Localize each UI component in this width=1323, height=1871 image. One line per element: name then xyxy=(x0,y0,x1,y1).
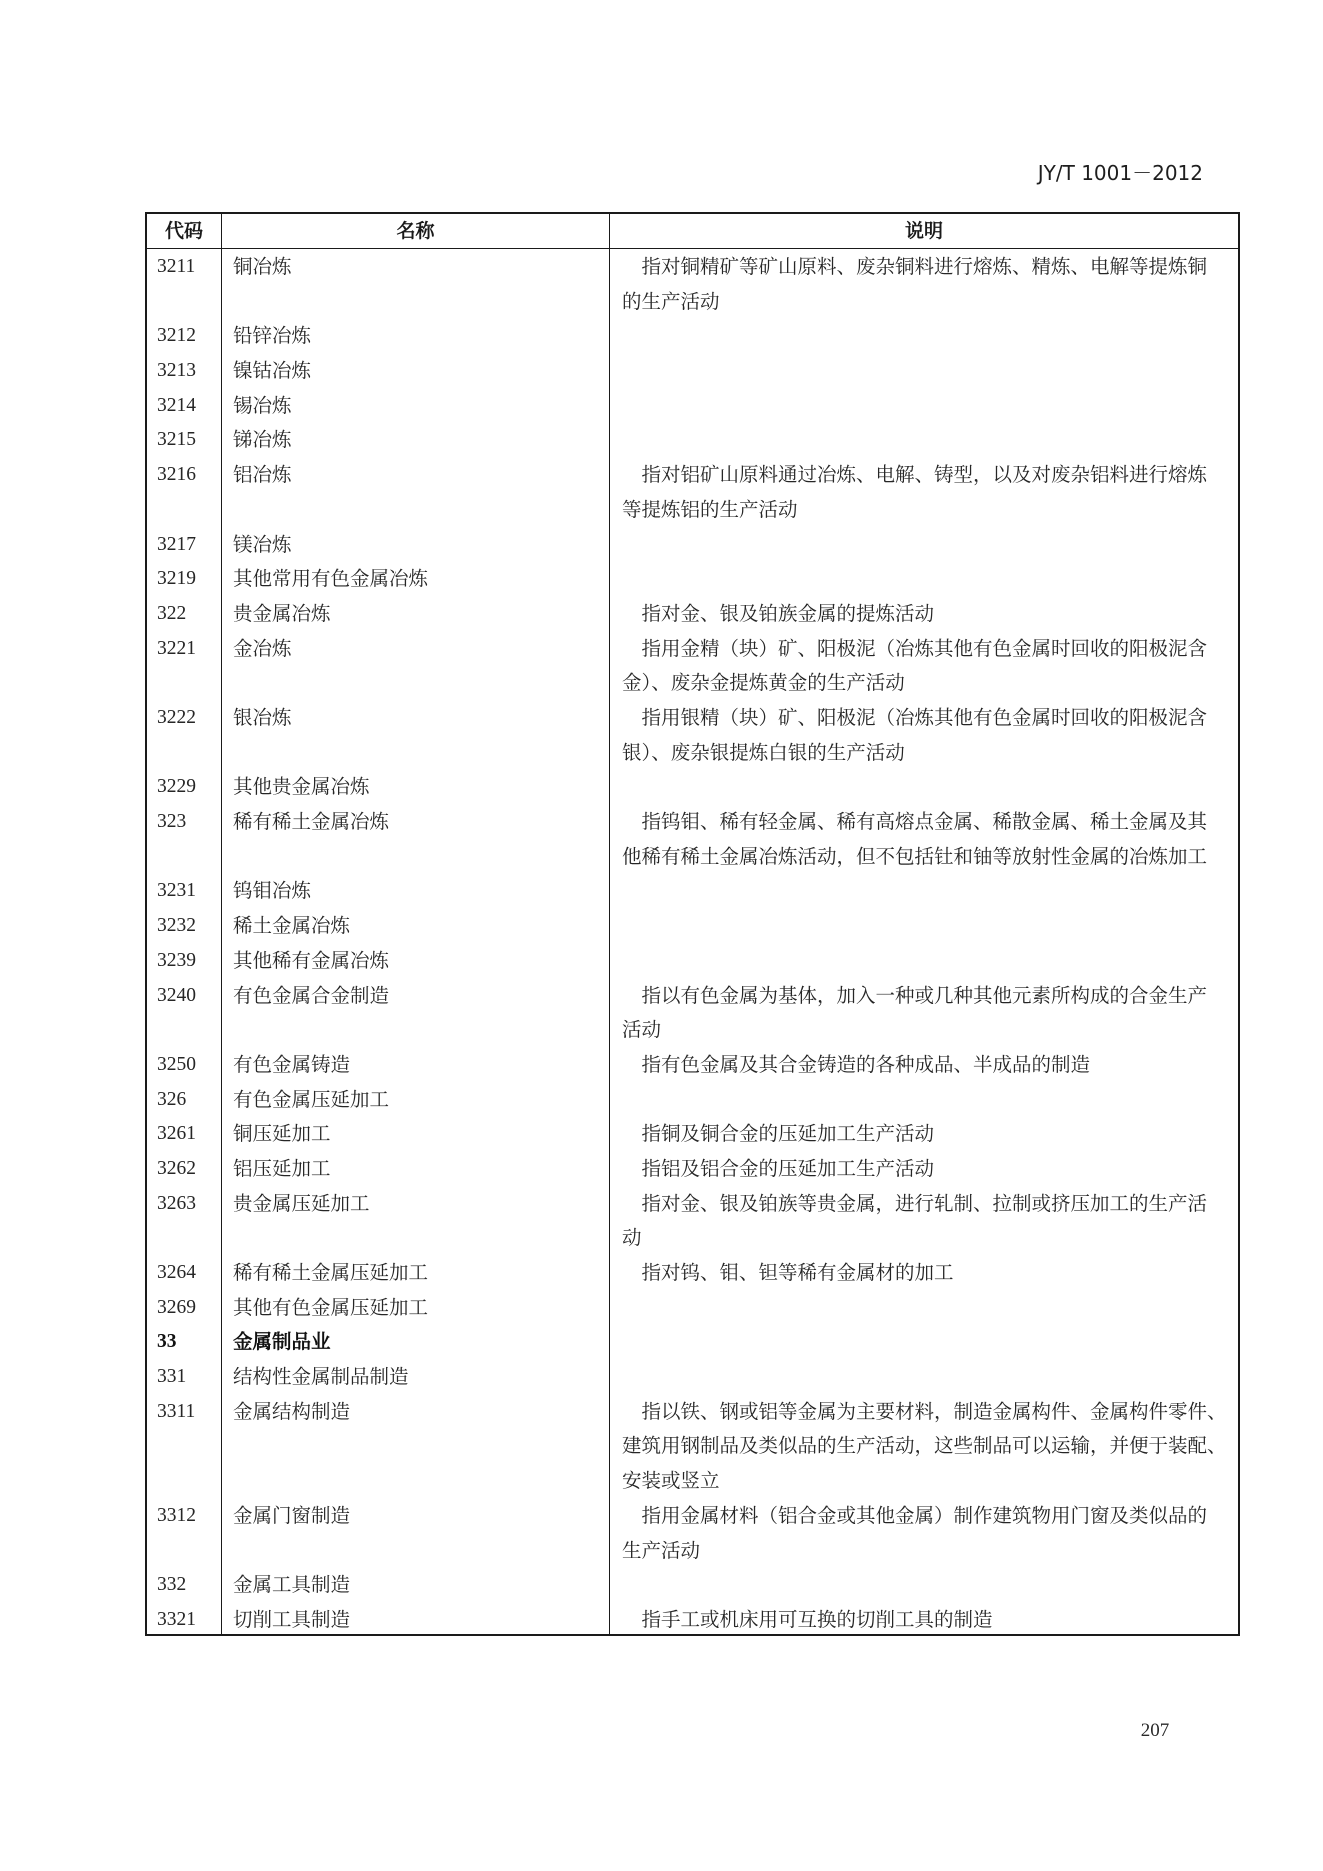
row-code: 33 xyxy=(157,1331,177,1353)
table-row xyxy=(147,423,1238,458)
description-line: 等提炼铝的生产活动 xyxy=(622,497,798,521)
description-line: 指对铜精矿等矿山原料、废杂铜料进行熔炼、精炼、电解等提炼铜 xyxy=(641,255,1208,278)
table-row xyxy=(147,1360,1238,1395)
description-line: 指手工或机床用可互换的切削工具的制造 xyxy=(641,1607,993,1631)
description-line: 金）、废杂金提炼黄金的生产活动 xyxy=(622,671,905,695)
row-code: 3263 xyxy=(157,1192,196,1214)
table-row xyxy=(147,1325,1238,1360)
table-row xyxy=(147,1117,1238,1152)
row-description xyxy=(622,1187,1234,1256)
row-name: 稀有稀土金属冶炼 xyxy=(233,810,390,834)
row-code: 3239 xyxy=(157,949,196,971)
row-name: 锑冶炼 xyxy=(233,428,292,452)
row-code: 3262 xyxy=(157,1157,196,1179)
table-row xyxy=(147,1152,1238,1187)
row-description xyxy=(622,1256,1234,1291)
table-row xyxy=(147,1048,1238,1083)
table-body xyxy=(147,250,1238,1638)
row-description xyxy=(622,701,1234,770)
row-name: 金属工具制造 xyxy=(233,1573,351,1597)
row-code: 3214 xyxy=(157,394,196,416)
page-number: 207 xyxy=(1140,1720,1170,1741)
table-row xyxy=(147,250,1238,319)
row-name: 锡冶炼 xyxy=(233,393,292,417)
row-code: 3264 xyxy=(157,1262,196,1284)
row-name: 其他常用有色金属冶炼 xyxy=(233,567,429,591)
description-line: 活动 xyxy=(622,1018,662,1042)
row-code: 3250 xyxy=(157,1053,196,1075)
description-line: 动 xyxy=(622,1226,642,1250)
row-code: 323 xyxy=(157,811,187,833)
row-name: 有色金属铸造 xyxy=(233,1052,351,1076)
row-code: 3229 xyxy=(157,776,196,798)
table-row xyxy=(147,458,1238,527)
table-row xyxy=(147,1256,1238,1291)
row-name: 金属门窗制造 xyxy=(233,1503,351,1527)
description-line: 指对金、银及铂族金属的提炼活动 xyxy=(641,601,935,625)
row-description xyxy=(622,979,1234,1048)
table-row xyxy=(147,909,1238,944)
row-name: 银冶炼 xyxy=(233,705,292,729)
table-row xyxy=(147,597,1238,632)
table-header-row xyxy=(147,214,1238,249)
row-name: 有色金属压延加工 xyxy=(233,1087,390,1111)
row-name: 铝压延加工 xyxy=(233,1156,331,1180)
description-line: 他稀有稀土金属冶炼活动，但不包括钍和铀等放射性金属的冶炼加工 xyxy=(622,844,1208,868)
document-standard-number: JY/T 1001－2012 xyxy=(1037,161,1203,185)
description-line: 指钨钼、稀有轻金属、稀有高熔点金属、稀散金属、稀土金属及其 xyxy=(641,810,1208,834)
row-name: 结构性金属制品制造 xyxy=(233,1365,409,1389)
row-code: 3311 xyxy=(157,1400,196,1422)
industry-classification-table xyxy=(145,212,1240,1636)
table-row xyxy=(147,1603,1238,1638)
row-description xyxy=(622,250,1234,319)
row-name: 其他稀有金属冶炼 xyxy=(233,948,390,972)
row-code: 3321 xyxy=(157,1608,196,1630)
description-line: 指用银精（块）矿、阳极泥（冶炼其他有色金属时回收的阳极泥含 xyxy=(641,705,1208,729)
description-line: 指以铁、钢或铝等金属为主要材料，制造金属构件、金属构件零件、 xyxy=(641,1399,1227,1423)
row-name: 切削工具制造 xyxy=(233,1607,351,1631)
description-line: 指对铝矿山原料通过冶炼、电解、铸型，以及对废杂铝料进行熔炼 xyxy=(641,463,1208,487)
table-row xyxy=(147,528,1238,563)
row-description xyxy=(622,1152,1234,1187)
row-description xyxy=(622,1499,1234,1568)
row-name: 其他有色金属压延加工 xyxy=(233,1295,429,1319)
table-row xyxy=(147,1395,1238,1499)
table-row xyxy=(147,562,1238,597)
table-row xyxy=(147,1291,1238,1326)
row-code: 3261 xyxy=(157,1123,196,1145)
row-description xyxy=(622,1395,1234,1499)
description-line: 的生产活动 xyxy=(622,289,720,313)
description-line: 指有色金属及其合金铸造的各种成品、半成品的制造 xyxy=(641,1052,1091,1076)
row-code: 3312 xyxy=(157,1504,196,1526)
row-name: 稀有稀土金属压延加工 xyxy=(233,1261,429,1285)
column-header-code: 代码 xyxy=(164,220,203,242)
row-code: 3217 xyxy=(157,533,196,555)
row-name: 铝冶炼 xyxy=(233,463,292,487)
row-name: 稀土金属冶炼 xyxy=(233,914,351,938)
description-line: 安装或竖立 xyxy=(622,1469,720,1493)
row-code: 332 xyxy=(157,1574,187,1596)
row-code: 3216 xyxy=(157,464,196,486)
row-code: 3215 xyxy=(157,429,196,451)
row-name: 贵金属冶炼 xyxy=(233,601,331,625)
row-name: 铜压延加工 xyxy=(233,1122,331,1146)
row-description xyxy=(622,1603,1234,1638)
column-header-description: 说明 xyxy=(904,220,943,242)
row-code: 3221 xyxy=(157,637,196,659)
description-line: 指以有色金属为基体，加入一种或几种其他元素所构成的合金生产 xyxy=(641,983,1208,1007)
row-code: 331 xyxy=(157,1366,187,1388)
table-row xyxy=(147,874,1238,909)
table-row xyxy=(147,1499,1238,1568)
row-code: 3213 xyxy=(157,360,196,382)
row-code: 3240 xyxy=(157,984,196,1006)
row-description xyxy=(622,632,1234,701)
row-name: 钨钼冶炼 xyxy=(233,879,312,903)
table-row xyxy=(147,389,1238,424)
row-code: 3222 xyxy=(157,706,196,728)
row-code: 326 xyxy=(157,1088,187,1110)
description-line: 银）、废杂银提炼白银的生产活动 xyxy=(622,740,905,764)
row-name: 镁冶炼 xyxy=(233,532,292,556)
table-row xyxy=(147,944,1238,979)
row-name: 金冶炼 xyxy=(233,636,292,660)
table-row xyxy=(147,319,1238,354)
table-row xyxy=(147,979,1238,1048)
table-row xyxy=(147,1568,1238,1603)
row-code: 322 xyxy=(157,602,187,624)
row-name: 金属结构制造 xyxy=(233,1399,351,1423)
table-row xyxy=(147,770,1238,805)
description-line: 指铝及铝合金的压延加工生产活动 xyxy=(641,1156,935,1180)
row-name: 铜冶炼 xyxy=(233,255,292,278)
column-header-name: 名称 xyxy=(396,220,435,242)
row-name: 其他贵金属冶炼 xyxy=(233,775,370,799)
row-name: 铅锌冶炼 xyxy=(233,324,312,348)
row-description xyxy=(622,1048,1234,1083)
row-name: 金属制品业 xyxy=(233,1330,331,1354)
row-code: 3211 xyxy=(157,256,196,277)
row-code: 3219 xyxy=(157,568,196,590)
table-row xyxy=(147,354,1238,389)
row-name: 有色金属合金制造 xyxy=(233,983,390,1007)
row-description xyxy=(622,597,1234,632)
table-row xyxy=(147,701,1238,770)
row-name: 镍钴冶炼 xyxy=(233,359,312,383)
row-description xyxy=(622,458,1234,527)
description-line: 指对金、银及铂族等贵金属，进行轧制、拉制或挤压加工的生产活 xyxy=(641,1191,1208,1215)
description-line: 指用金属材料（铝合金或其他金属）制作建筑物用门窗及类似品的 xyxy=(641,1503,1208,1527)
row-description xyxy=(622,1117,1234,1152)
row-code: 3231 xyxy=(157,880,196,902)
row-code: 3232 xyxy=(157,915,196,937)
table-row xyxy=(147,1187,1238,1256)
description-line: 指对钨、钼、钽等稀有金属材的加工 xyxy=(641,1261,954,1285)
description-line: 指用金精（块）矿、阳极泥（冶炼其他有色金属时回收的阳极泥含 xyxy=(641,636,1208,660)
table-row xyxy=(147,1083,1238,1118)
description-line: 建筑用钢制品及类似品的生产活动，这些制品可以运输，并便于装配、 xyxy=(622,1434,1227,1458)
row-code: 3269 xyxy=(157,1296,196,1318)
row-code: 3212 xyxy=(157,325,196,347)
description-line: 指铜及铜合金的压延加工生产活动 xyxy=(641,1122,935,1146)
row-name: 贵金属压延加工 xyxy=(233,1191,370,1215)
table-row xyxy=(147,805,1238,874)
row-description xyxy=(622,805,1234,874)
description-line: 生产活动 xyxy=(622,1538,701,1562)
table-row xyxy=(147,632,1238,701)
